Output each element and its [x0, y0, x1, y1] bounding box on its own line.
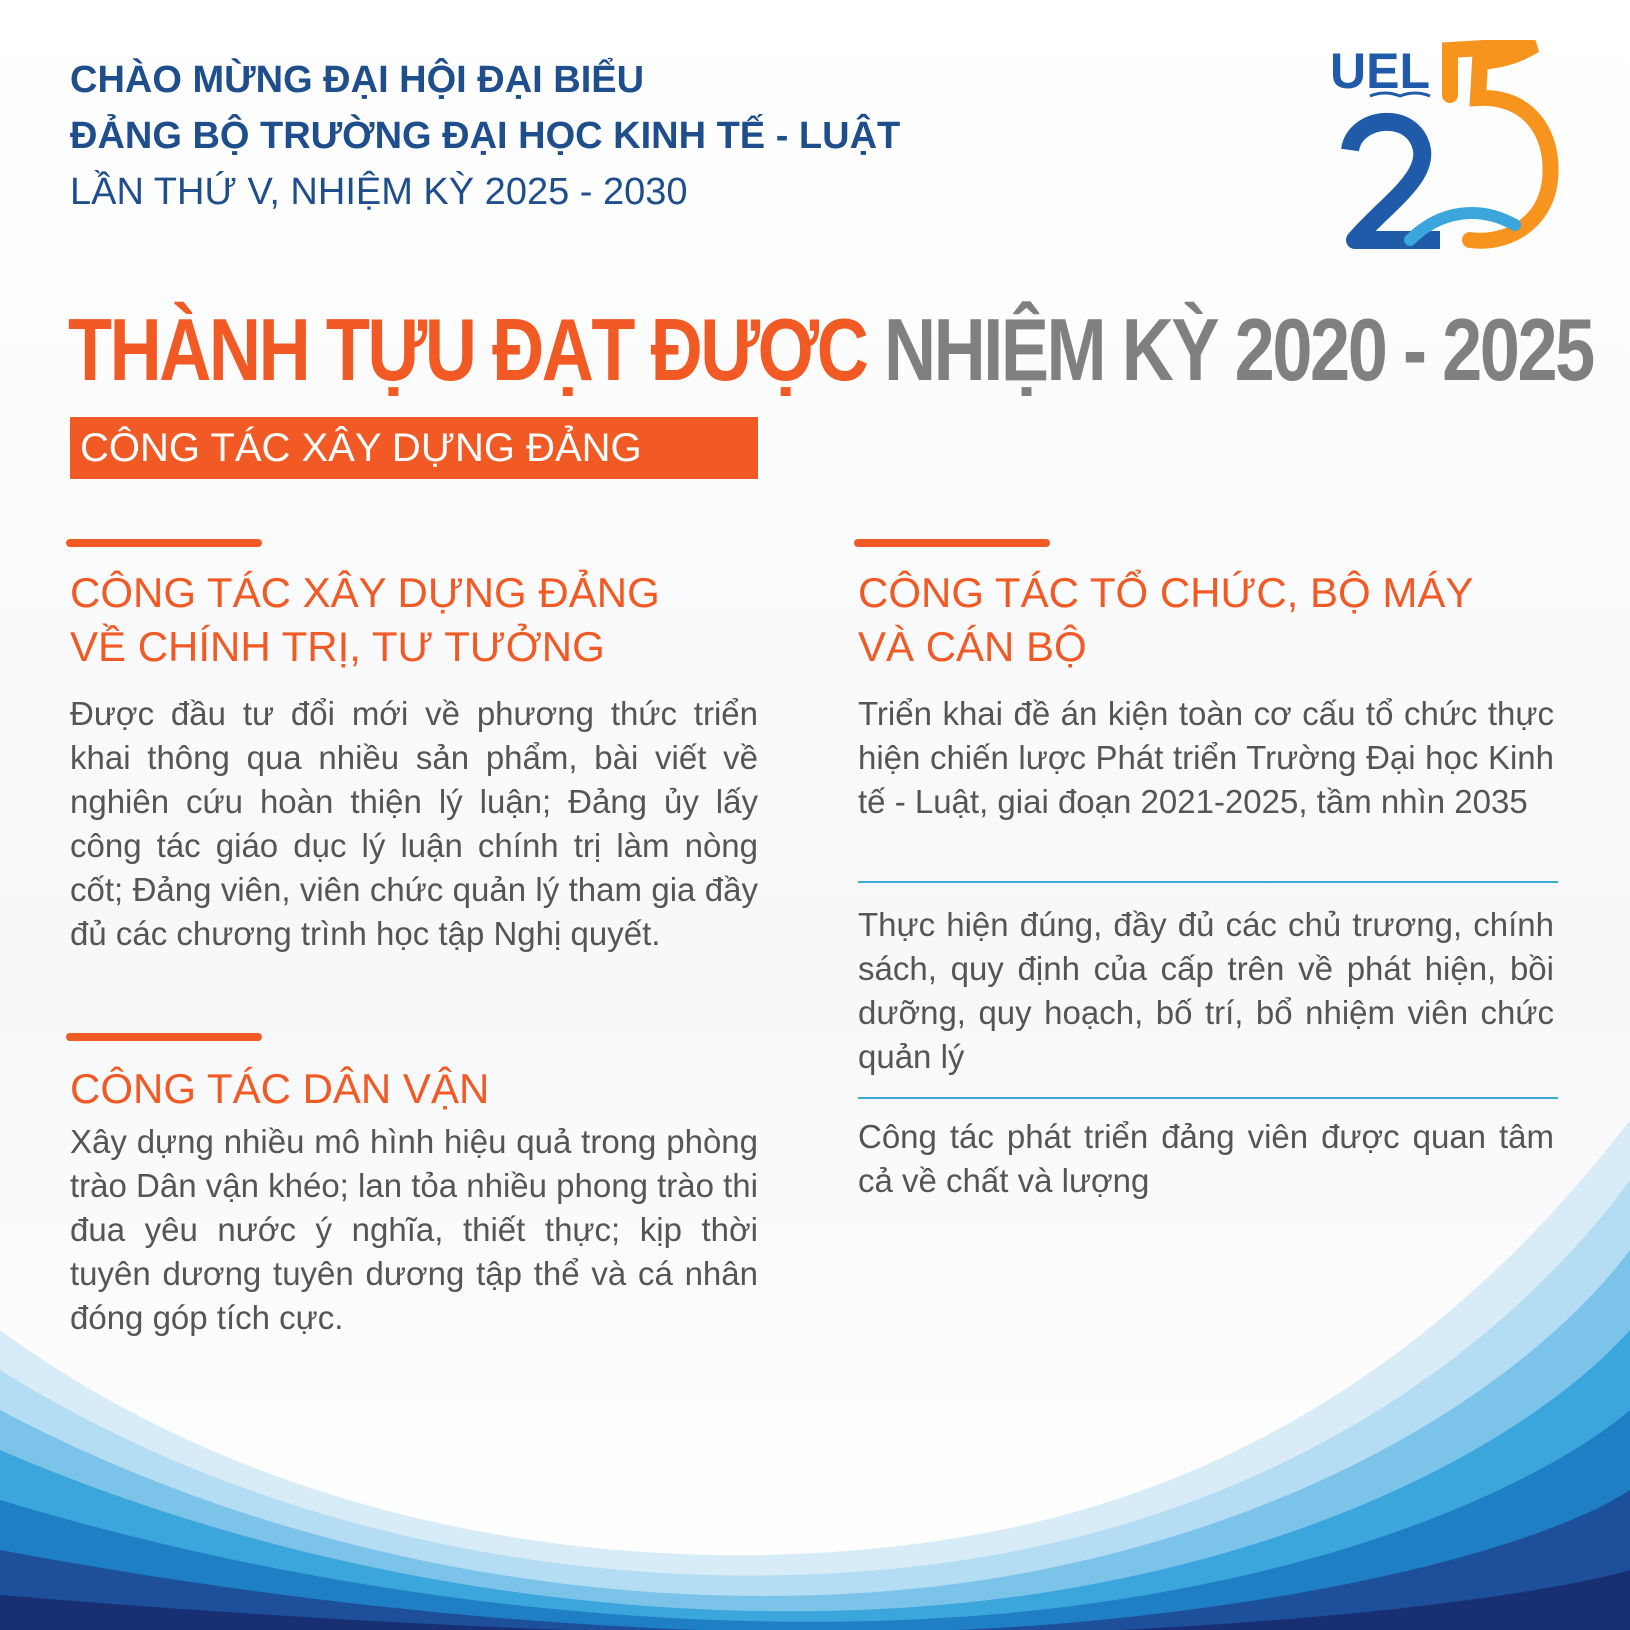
- accent-bar-left-1: [66, 539, 262, 547]
- right-title-line1: CÔNG TÁC TỔ CHỨC, BỘ MÁY: [858, 569, 1474, 616]
- left-section1-title: [70, 566, 660, 674]
- left-section2-body: Xây dựng nhiều mô hình hiệu quả trong phòng trào Dân vận khéo; lan tỏa nhiều phong trào thi đua yêu nước ý nghĩa, thiết thực; kịp thời tuyên dương tuyên dương tập thể và cá nhân đóng góp tích cực.: [70, 1123, 758, 1336]
- header-line-3: LẦN THỨ V, NHIỆM KỲ 2025 - 2030: [70, 171, 688, 213]
- left-section1-title-line2: VỀ CHÍNH TRỊ, TƯ TƯỞNG: [70, 623, 605, 670]
- main-title-orange: THÀNH TỰU ĐẠT ĐƯỢC: [68, 300, 867, 399]
- right-divider-1: [858, 881, 1558, 883]
- left-section1-body: Được đầu tư đổi mới về phương thức triển khai thông qua nhiều sản phẩm, bài viết về nghiên cứu hoàn thiện lý luận; Đảng ủy lấy công tác giáo dục lý luận chính trị làm nòng cốt; Đảng viên, viên chức quản lý tham gia đầy đủ các chương trình học tập Nghị quyết.: [70, 695, 758, 952]
- left-section2-title: CÔNG TÁC DÂN VẬN: [70, 1065, 490, 1112]
- logo-text: UEL: [1330, 43, 1430, 99]
- header-line-1: CHÀO MỪNG ĐẠI HỘI ĐẠI BIỂU: [70, 59, 645, 101]
- right-item-2: Thực hiện đúng, đầy đủ các chủ trương, chính sách, quy định của cấp trên về phát hiện, bồi dưỡng, quy hoạch, bố trí, bổ nhiệm viên chức quản lý: [858, 906, 1554, 1075]
- header: [70, 52, 900, 220]
- right-title: [858, 566, 1473, 674]
- right-item-3: Công tác phát triển đảng viên được quan tâm cả về chất và lượng: [858, 1118, 1554, 1199]
- right-title-line2: VÀ CÁN BỘ: [858, 623, 1087, 670]
- subtitle-bar: CÔNG TÁC XÂY DỰNG ĐẢNG: [70, 417, 758, 479]
- accent-bar-left-2: [66, 1033, 262, 1041]
- left-section1-title-line1: CÔNG TÁC XÂY DỰNG ĐẢNG: [70, 569, 660, 616]
- uel-25-logo: [1330, 40, 1560, 255]
- header-line-2: ĐẢNG BỘ TRƯỜNG ĐẠI HỌC KINH TẾ - LUẬT: [70, 115, 901, 157]
- accent-bar-right: [854, 539, 1050, 547]
- right-item-1: Triển khai đề án kiện toàn cơ cấu tổ chức thực hiện chiến lược Phát triển Trường Đại học Kinh tế - Luật, giai đoạn 2021-2025, tầm nhìn 2035: [858, 695, 1554, 820]
- right-divider-2: [858, 1097, 1558, 1099]
- main-title-gray: NHIỆM KỲ 2020 - 2025: [883, 300, 1593, 399]
- main-title: [68, 300, 1593, 400]
